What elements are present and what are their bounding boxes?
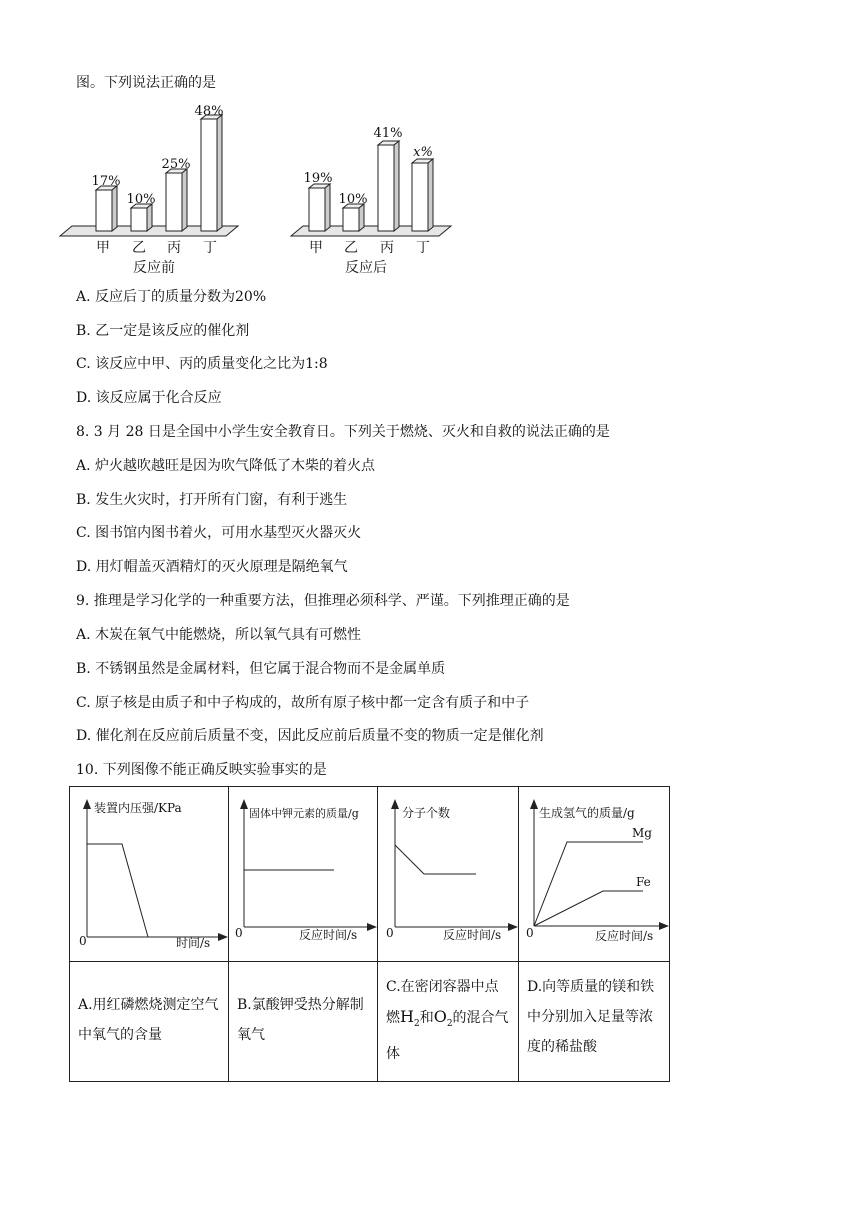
- bar-charts: [0, 95, 860, 305]
- series-fe-line: [534, 891, 643, 926]
- cat-before-ding: 丁: [203, 240, 217, 256]
- graph-a-origin: 0: [79, 934, 87, 948]
- graph-a-xlabel: 时间/s: [176, 936, 211, 950]
- caption-c-post: 的混合气体: [386, 1010, 509, 1062]
- bar-label-before-yi: 10%: [126, 192, 156, 207]
- bar-after-ding: [412, 159, 433, 231]
- series-mg-label: Mg: [632, 826, 652, 840]
- q9-option-a: A. 木炭在氧气中能燃烧，所以氧气具有可燃性: [76, 627, 362, 643]
- q7-option-b: B. 乙一定是该反应的催化剂: [76, 323, 250, 339]
- chart-before: [60, 104, 238, 276]
- graph-cell-c: [378, 787, 519, 962]
- caption-c-pre: C.在密闭容器中点燃: [386, 979, 499, 1026]
- cat-after-yi: 乙: [344, 240, 358, 256]
- graph-b-ylabel: 固体中钾元素的质量/g: [249, 807, 359, 820]
- q7-option-a: A. 反应后丁的质量分数为20%: [76, 289, 267, 305]
- caption-b: B.氯酸钾受热分解制氧气: [237, 997, 364, 1043]
- cat-after-jia: 甲: [309, 240, 323, 256]
- cat-before-bing: 丙: [167, 240, 181, 256]
- graph-a-ylabel: 装置内压强/KPa: [94, 801, 182, 815]
- bar-after-jia: [309, 184, 330, 231]
- cat-after-bing: 丙: [380, 240, 394, 256]
- q9-option-c: C. 原子核是由质子和中子构成的，故所有原子核中都一定含有质子和中子: [76, 695, 530, 711]
- cat-after-ding: 丁: [416, 240, 430, 256]
- bar-label-after-jia: 19%: [303, 171, 333, 186]
- bar-label-before-ding: 48%: [194, 104, 224, 119]
- bar-before-ding: [201, 115, 222, 231]
- bar-before-jia: [96, 186, 117, 231]
- cat-before-jia: 甲: [96, 240, 110, 256]
- q10-stem: 10. 下列图像不能正确反映实验事实的是: [76, 762, 327, 778]
- graph-d: [519, 787, 669, 957]
- graph-b-origin: 0: [235, 926, 243, 940]
- graph-b-xlabel: 反应时间/s: [299, 928, 358, 942]
- caption-c: [378, 962, 518, 1069]
- chart-after-caption: 反应后: [345, 260, 387, 276]
- graph-c-ylabel: 分子个数: [402, 806, 451, 820]
- bar-label-after-bing: 41%: [373, 126, 403, 141]
- graph-cell-b: [229, 787, 378, 962]
- cat-before-yi: 乙: [132, 240, 146, 256]
- caption-c-sub2: 2: [446, 1018, 453, 1029]
- caption-cell-d: [519, 962, 670, 1082]
- graph-b: [229, 787, 377, 957]
- bar-label-after-ding: x%: [413, 145, 433, 160]
- graph-c-origin: 0: [386, 926, 394, 940]
- graph-c: [378, 787, 518, 957]
- q8-option-b: B. 发生火灾时，打开所有门窗，有利于逃生: [76, 492, 348, 508]
- q7-option-c: C. 该反应中甲、丙的质量变化之比为1:8: [76, 356, 328, 372]
- caption-c-sub1: 2: [413, 1018, 420, 1029]
- caption-c-h: H: [400, 1007, 414, 1026]
- q9-stem: 9. 推理是学习化学的一种重要方法，但推理必须科学、严谨。下列推理正确的是: [76, 593, 570, 609]
- caption-cell-b: [229, 962, 378, 1082]
- q8-option-a: A. 炉火越吹越旺是因为吹气降低了木柴的着火点: [76, 458, 376, 474]
- series-mg-line: [534, 842, 643, 926]
- q7-option-d: D. 该反应属于化合反应: [76, 390, 222, 406]
- caption-c-o: O: [433, 1007, 447, 1026]
- bar-label-before-bing: 25%: [161, 157, 191, 172]
- graph-d-origin: 0: [526, 926, 534, 940]
- bar-before-yi: [131, 204, 152, 231]
- chart-after: [291, 126, 451, 276]
- graph-cell-d: [519, 787, 670, 962]
- q8-stem: 8. 3 月 28 日是全国中小学生安全教育日。下列关于燃烧、灭火和自救的说法正确的是: [76, 424, 610, 440]
- graph-d-ylabel: 生成氢气的质量/g: [539, 806, 635, 820]
- caption-cell-c: [378, 962, 519, 1082]
- bar-before-bing: [166, 169, 187, 231]
- bar-label-before-jia: 17%: [91, 174, 121, 189]
- q9-option-b: B. 不锈钢虽然是金属材料，但它属于混合物而不是金属单质: [76, 661, 446, 677]
- graph-cell-a: [70, 787, 229, 962]
- q9-option-d: D. 催化剂在反应前后质量不变，因此反应前后质量不变的物质一定是催化剂: [76, 728, 544, 744]
- caption-a: A.用红磷燃烧测定空气中氧气的含量: [78, 997, 219, 1043]
- q10-table: [69, 786, 670, 1082]
- bar-after-yi: [343, 204, 364, 231]
- graph-d-xlabel: 反应时间/s: [595, 929, 654, 943]
- caption-cell-a: [70, 962, 229, 1082]
- q8-option-c: C. 图书馆内图书着火，可用水基型灭火器灭火: [76, 525, 362, 541]
- caption-d: D.向等质量的镁和铁中分别加入足量等浓度的稀盐酸: [527, 979, 655, 1055]
- bar-after-bing: [378, 141, 399, 231]
- q8-option-d: D. 用灯帽盖灭酒精灯的灭火原理是隔绝氧气: [76, 559, 348, 575]
- bar-label-after-yi: 10%: [338, 192, 368, 207]
- series-fe-label: Fe: [636, 875, 651, 889]
- graph-a: [70, 787, 228, 957]
- intro-text: 图。下列说法正确的是: [76, 75, 216, 91]
- caption-c-and: 和: [419, 1010, 434, 1026]
- graph-c-xlabel: 反应时间/s: [443, 928, 502, 942]
- chart-before-caption: 反应前: [133, 260, 175, 276]
